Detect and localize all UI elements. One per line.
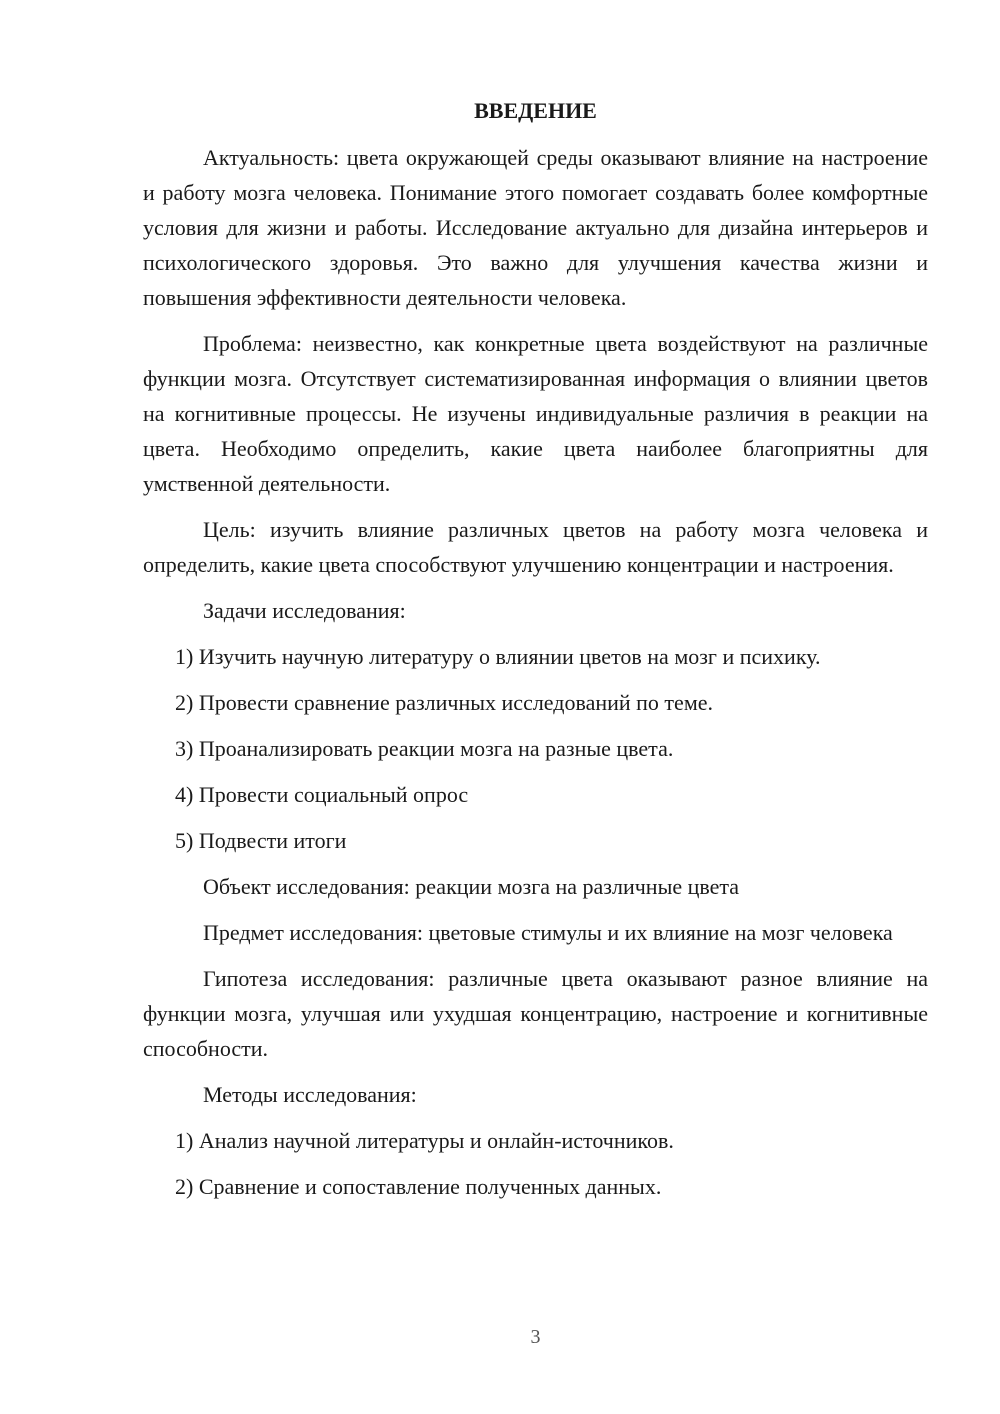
task-item: 2) Провести сравнение различных исследований по теме.	[175, 690, 714, 715]
task-item: 4) Провести социальный опрос	[175, 782, 469, 807]
task-item: 5) Подвести итоги	[175, 828, 347, 853]
tasks-heading: Задачи исследования:	[203, 598, 406, 623]
object-paragraph: Объект исследования: реакции мозга на различные цвета	[203, 874, 740, 899]
method-item: 2) Сравнение и сопоставление полученных данных.	[175, 1174, 662, 1199]
goal-paragraph: Цель: изучить влияние различных цветов на работу мозга человека и определить, какие цвета способствуют улучшению концентрации и настроения.	[143, 517, 928, 577]
page-title: ВВЕДЕНИЕ	[474, 98, 597, 123]
page-content	[143, 140, 928, 1215]
task-item: 3) Проанализировать реакции мозга на разные цвета.	[175, 736, 674, 761]
methods-heading: Методы исследования:	[203, 1082, 417, 1107]
problem-paragraph: Проблема: неизвестно, как конкретные цвета воздействуют на различные функции мозга. Отсутствует систематизированная информация о влиянии цветов на когнитивные процессы. Не изучены индивидуальные различия в реакции на цвета. Необходимо определить, какие цвета наиболее благоприятны для умственной деятельности.	[143, 331, 928, 496]
subject-paragraph: Предмет исследования: цветовые стимулы и их влияние на мозг человека	[203, 920, 893, 945]
method-item: 1) Анализ научной литературы и онлайн-источников.	[175, 1128, 674, 1153]
relevance-paragraph: Актуальность: цвета окружающей среды оказывают влияние на настроение и работу мозга человека. Понимание этого помогает создавать более комфортные условия для жизни и работы. Исследование актуально для дизайна интерьеров и психологического здоровья. Это важно для улучшения качества жизни и повышения эффективности деятельности человека.	[143, 145, 928, 310]
page-number: 3	[530, 1326, 541, 1348]
task-item: 1) Изучить научную литературу о влиянии цветов на мозг и психику.	[175, 644, 821, 669]
document-page	[143, 0, 928, 1414]
hypothesis-paragraph: Гипотеза исследования: различные цвета оказывают разное влияние на функции мозга, улучшая или ухудшая концентрацию, настроение и когнитивные способности.	[143, 966, 928, 1061]
